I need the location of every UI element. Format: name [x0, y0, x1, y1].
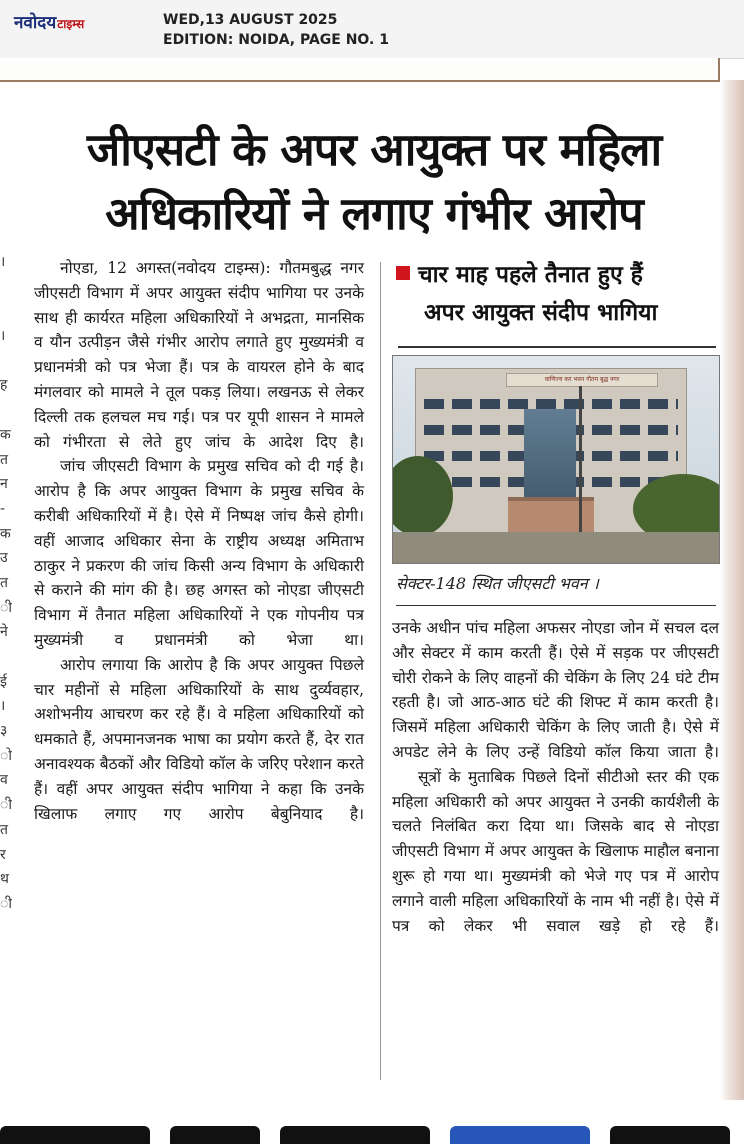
paper-top-strip — [0, 58, 720, 82]
next-headline-glyphs — [0, 1126, 150, 1144]
next-headline-glyphs — [170, 1126, 260, 1144]
cut-column-fragment: ी — [0, 895, 12, 912]
cut-column-fragment: थ — [0, 871, 9, 888]
left-paragraph: जांच जीएसटी विभाग के प्रमुख सचिव को दी गई है। आरोप है कि अपर आयुक्त विभाग के प्रमुख सचिव के करीबी अधिकारियों में है। ऐसे में निष्पक्ष जांच कैसे होगी। वहीं आजाद अधिकार सेना के राष्ट्रीय अध्यक्ष अमिताभ ठाकुर ने प्रकरण की जांच किसी अन्य विभाग के अधिकारी से कराने की मांग की है। छह अगस्त को नोएडा जीएसटी विभाग में तैनात महिला अधिकारियों ने एक गोपनीय पत्र मुख्यमंत्री व प्रधानमंत्री को भेजा था। — [34, 457, 364, 649]
next-headline-glyphs-blue — [450, 1126, 590, 1144]
article-subheading — [396, 256, 726, 332]
cut-column-fragment: ने — [0, 624, 8, 641]
cut-column-fragment: ई — [0, 673, 7, 690]
lamp-pole — [579, 386, 582, 536]
cut-column-fragment: । — [0, 328, 6, 345]
logo-main-text: नवोदय — [14, 13, 57, 33]
red-square-bullet — [396, 266, 410, 280]
cut-column-fragment: - — [0, 500, 6, 517]
cut-column-fragment: ह — [0, 377, 8, 394]
cut-column-fragments — [0, 250, 12, 917]
ground — [393, 532, 719, 563]
gst-building-photo[interactable] — [392, 355, 720, 564]
newspaper-logo[interactable] — [14, 10, 84, 33]
subhead-line-2: अपर आयुक्त संदीप भागिया — [424, 300, 658, 326]
cut-column-fragment — [0, 349, 12, 374]
cut-column-fragment: उ — [0, 550, 8, 567]
building-signboard — [506, 373, 658, 387]
cut-column-fragment: । — [0, 254, 6, 270]
window-row — [424, 399, 678, 409]
subhead-rule — [398, 346, 716, 348]
edition-info — [163, 10, 389, 50]
right-paragraph: उनके अधीन पांच महिला अफसर नोएडा जोन में सचल दल और सेक्टर में काम करती हैं। ऐसे में सड़क पर जीएसटी चोरी रोकने के लिए वाहनों की चेकिंग के लिए 24 घंटे टीम रहती है। जो आठ-आठ घंटे की शिफ्ट में काम करती है। जिसमें महिला अधिकारी चेकिंग के लिए जाती है। ऐसे में अपडेट लेने के लिए उन्हें विडियो कॉल किया जाता है। — [392, 619, 719, 761]
epaper-header-bar — [0, 0, 744, 59]
left-paragraph: आरोप लगाया कि आरोप है कि अपर आयुक्त पिछले चार महीनों से महिला अधिकारियों के साथ दुर्व्यवहार, अशोभनीय आचरण कर रहे हैं। वे महिला अधिकारियों को धमकाते हैं, अपमानजनक भाषा का प्रयोग करते हैं, देर रात अनावश्यक बैठकों और विडियो कॉल के जरिए परेशान करते हैं। वहीं अपर आयुक्त संदीप भागिया ने कहा कि उनके खिलाफ लगाए गए आरोप बेबुनियाद है। — [34, 655, 364, 823]
cut-column-fragment: त — [0, 574, 8, 591]
cut-column-fragment: क — [0, 525, 11, 542]
article-left-column — [34, 256, 364, 826]
cut-column-fragment: व — [0, 772, 8, 789]
cut-column-fragment: । — [0, 698, 6, 715]
cut-column-fragment: ी — [0, 599, 12, 616]
signboard-text: वाणिज्य कर भवन गौतम बुद्ध नगर — [544, 376, 620, 383]
edition-date: WED,13 AUGUST 2025 — [163, 12, 338, 28]
cut-column-fragment: ी — [0, 797, 12, 814]
subhead-line-1: चार माह पहले तैनात हुए हैं — [418, 262, 643, 288]
cut-column-fragment — [0, 398, 12, 423]
cut-column-fragment: त — [0, 821, 8, 838]
cut-column-fragment — [0, 275, 12, 300]
cut-column-fragment: न — [0, 476, 8, 493]
right-paragraph: सूत्रों के मुताबिक पिछले दिनों सीटीओ स्तर की एक महिला अधिकारी को अपर आयुक्त ने उनकी कार्यशैली के चलते निलंबित करा दिया था। जिसके बाद से नोएडा जीएसटी विभाग में अपर आयुक्त के खिलाफ माहौल बनाना शुरू हो गया था। मुख्यमंत्री को भेजे गए पत्र में आरोप लगाने वाली महिला अधिकारियों के नाम भी नहीं है। ऐसे में पत्र को लेकर भी सवाल खड़े हो रहे हैं। — [392, 767, 719, 935]
logo-sub-text: टाइम्स — [57, 17, 85, 31]
cut-column-fragment: त — [0, 451, 8, 468]
next-article-headline-fragment — [0, 1112, 744, 1144]
next-headline-glyphs — [610, 1126, 730, 1144]
cut-column-fragment: ३ — [0, 723, 8, 740]
cut-column-fragment: र — [0, 846, 6, 863]
article-headline: जीएसटी के अपर आयुक्त पर महिला अधिकारियों ने लगाए गंभीर आरोप — [86, 123, 662, 240]
edition-page: EDITION: NOIDA, PAGE NO. 1 — [163, 32, 389, 48]
cut-column-fragment: ो — [0, 747, 12, 764]
next-headline-glyphs — [280, 1126, 430, 1144]
article-right-column — [392, 616, 719, 938]
caption-rule — [396, 605, 716, 606]
cut-column-fragment — [0, 299, 12, 324]
cut-column-fragment: क — [0, 426, 11, 443]
column-divider — [380, 262, 381, 1080]
photo-caption: सेक्टर-148 स्थित जीएसटी भवन । — [396, 574, 599, 593]
cut-column-fragment — [0, 645, 12, 670]
left-paragraph: नोएडा, 12 अगस्त(नवोदय टाइम्स): गौतमबुद्ध नगर जीएसटी विभाग में अपर आयुक्त संदीप भागिया पर उनके साथ ही कार्यरत महिला अधिकारियों ने अभद्रता, मानसिक व यौन उत्पीड़न जैसे गंभीर आरोप लगाते हुए मुख्यमंत्री व प्रधानमंत्री को पत्र भेजा हैं। पत्र के वायरल होने के बाद मंगलवार को मामले ने तूल पकड़ लिया। लखनऊ से लेकर दिल्ली तक हलचल मच गई। पत्र पर यूपी शासन ने मामले को गंभीरता से लेते हुए जांच के आदेश दिए है। — [34, 259, 364, 451]
